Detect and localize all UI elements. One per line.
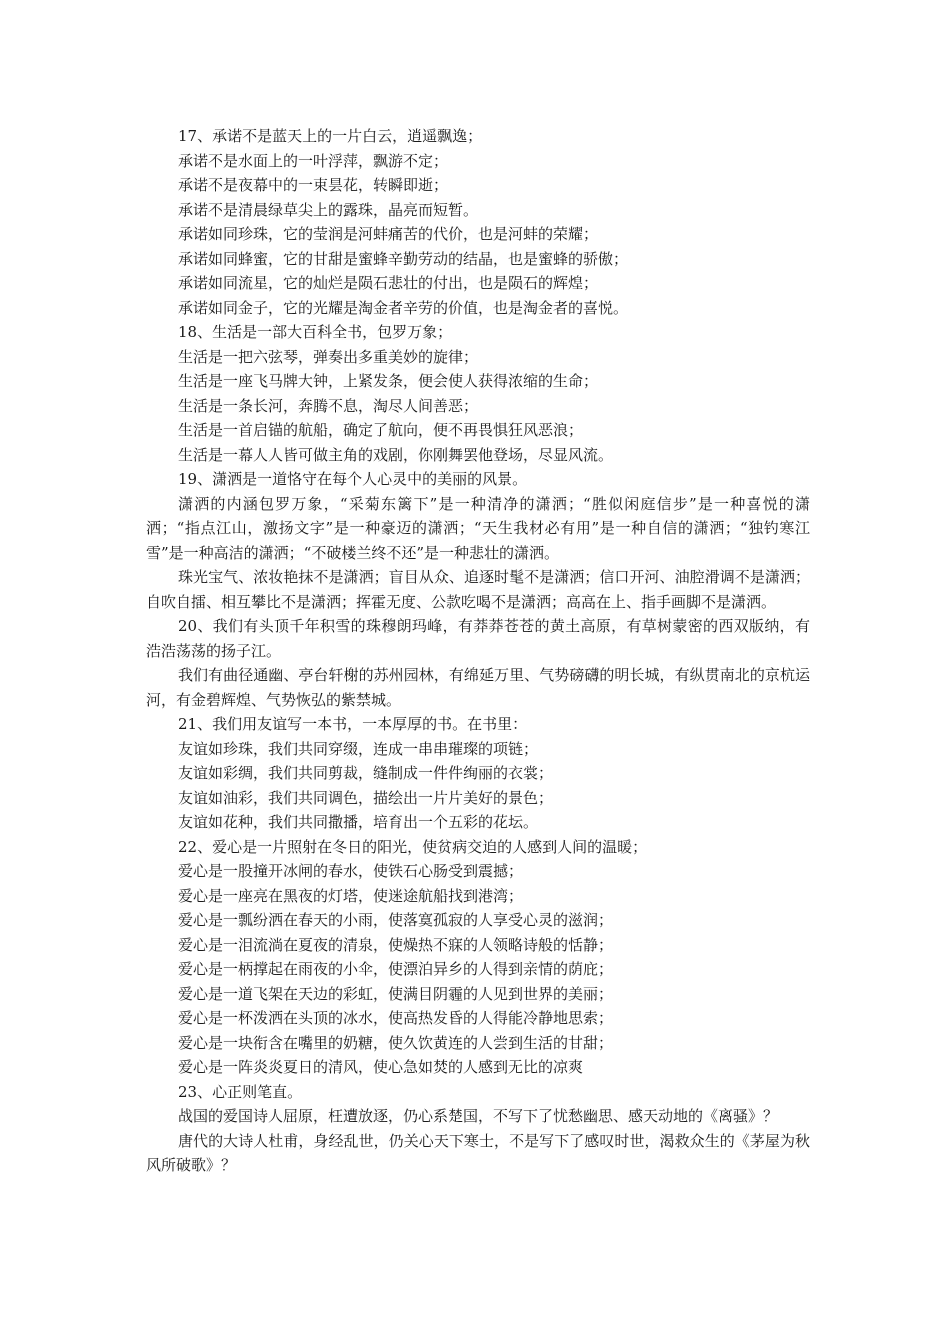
- paragraph: 爱心是一柄撑起在雨夜的小伞，使漂泊异乡的人得到亲情的荫庇；: [178, 960, 614, 978]
- paragraph: 爱心是一股撞开冰闸的春水，使铁石心肠受到震撼；: [178, 862, 524, 880]
- paragraph: 我们有曲径通幽、亭台轩榭的苏州园林，有绵延万里、气势磅礴的明长城，有纵贯南北的京杭运河，有金碧辉煌、气势恢弘的紫禁城。: [146, 666, 810, 709]
- paragraph: 战国的爱国诗人屈原，枉遭放逐，仍心系楚国，不写下了忧愁幽思、感天动地的《离骚》？: [178, 1107, 779, 1125]
- paragraph: 爱心是一瓢纷洒在春天的小雨，使落寞孤寂的人享受心灵的滋润；: [178, 911, 614, 929]
- paragraph: 17、承诺不是蓝天上的一片白云，逍遥飘逸；: [178, 127, 483, 145]
- paragraph: 生活是一条长河，奔腾不息，淘尽人间善恶；: [178, 396, 479, 415]
- paragraph: 18、生活是一部大百科全书，包罗万象；: [178, 323, 453, 341]
- paragraph: 19、潇洒是一道恪守在每个人心灵中的美丽的风景。: [178, 470, 528, 488]
- paragraph: 唐代的大诗人杜甫，身经乱世，仍关心天下寒士，不是写下了感叹时世，渴救众生的《茅屋为秋风所破歌》？: [146, 1131, 810, 1174]
- paragraph: 珠光宝气、浓妆艳抹不是潇洒；盲目从众、追逐时髦不是潇洒；信口开河、油腔滑调不是潇洒；自吹自擂、相互攀比不是潇洒；挥霍无度、公款吃喝不是潇洒；高高在上、指手画脚不是潇洒。: [146, 568, 810, 611]
- paragraph: 21、我们用友谊写一本书，一本厚厚的书。在书里：: [178, 715, 528, 733]
- paragraph: 承诺如同金子，它的光耀是淘金者辛劳的价值，也是淘金者的喜悦。: [178, 298, 629, 317]
- paragraph: 生活是一座飞马牌大钟，上紧发条，便会使人获得浓缩的生命；: [178, 372, 599, 390]
- paragraph: 承诺如同蜂蜜，它的甘甜是蜜蜂辛勤劳动的结晶，也是蜜蜂的骄傲；: [178, 249, 629, 268]
- paragraph: 爱心是一杯泼洒在头顶的冰水，使高热发昏的人得能冷静地思索；: [178, 1009, 614, 1027]
- paragraph: 生活是一首启锚的航船，确定了航向，便不再畏惧狂风恶浪；: [178, 421, 584, 439]
- paragraph: 爱心是一泪流淌在夏夜的清泉，使燥热不寐的人领略诗般的恬静；: [178, 935, 614, 954]
- paragraph: 22、爱心是一片照射在冬日的阳光，使贫病交迫的人感到人间的温暖；: [178, 837, 648, 856]
- paragraph: 23、心正则笔直。: [178, 1082, 303, 1101]
- paragraph: 承诺不是清晨绿草尖上的露珠，晶亮而短暂。: [178, 200, 479, 219]
- paragraph: 生活是一把六弦琴，弹奏出多重美妙的旋律；: [178, 347, 479, 366]
- paragraph: 20、我们有头顶千年积雪的珠穆朗玛峰，有莽莽苍苍的黄土高原，有草树蒙密的西双版纳，有浩浩荡荡的扬子江。: [146, 617, 810, 660]
- document-body: [146, 124, 810, 1178]
- paragraph: 承诺不是夜幕中的一束昙花，转瞬即逝；: [178, 176, 449, 194]
- paragraph: 承诺不是水面上的一叶浮萍，飘游不定；: [178, 151, 449, 170]
- paragraph: 友谊如油彩，我们共同调色，描绘出一片片美好的景色；: [178, 788, 554, 807]
- paragraph: 承诺如同珍珠，它的莹润是河蚌痛苦的代价，也是河蚌的荣耀；: [178, 225, 599, 243]
- paragraph: 潇洒的内涵包罗万象，“采菊东篱下”是一种清净的潇洒；“胜似闲庭信步”是一种喜悦的潇洒；“指点江山，激扬文字”是一种豪迈的潇洒；“天生我材必有用”是一种自信的潇洒；“独钓寒江雪”是一种高洁的潇洒；“不破楼兰终不还”是一种悲壮的潇洒。: [146, 494, 810, 562]
- paragraph: 承诺如同流星，它的灿烂是陨石悲壮的付出，也是陨石的辉煌；: [178, 274, 599, 292]
- paragraph: 爱心是一座亮在黑夜的灯塔，使迷途航船找到港湾；: [178, 886, 524, 905]
- paragraph: 友谊如花种，我们共同撒播，培育出一个五彩的花坛。: [178, 813, 539, 831]
- paragraph: 爱心是一阵炎炎夏日的清风，使心急如焚的人感到无比的凉爽: [178, 1058, 584, 1076]
- paragraph: 友谊如珍珠，我们共同穿缀，连成一串串璀璨的项链；: [178, 739, 539, 758]
- paragraph: 爱心是一道飞架在天边的彩虹，使满目阴霾的人见到世界的美丽；: [178, 984, 614, 1003]
- paragraph: 友谊如彩绸，我们共同剪裁，缝制成一件件绚丽的衣裳；: [178, 764, 554, 782]
- paragraph: 生活是一幕人人皆可做主角的戏剧，你刚舞罢他登场，尽显风流。: [178, 445, 614, 464]
- paragraph: 爱心是一块衔含在嘴里的奶糖，使久饮黄连的人尝到生活的甘甜；: [178, 1033, 614, 1052]
